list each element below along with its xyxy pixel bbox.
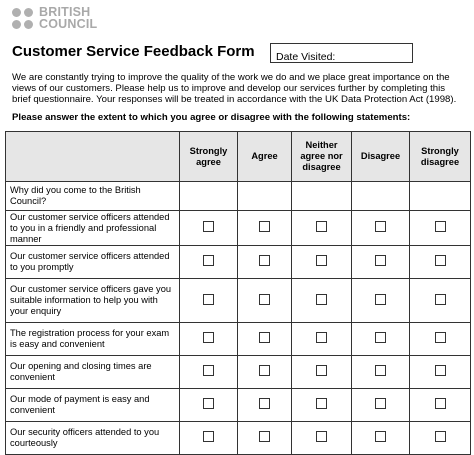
- checkbox-strongly-agree[interactable]: [203, 365, 214, 376]
- checkbox-disagree[interactable]: [375, 365, 386, 376]
- table-header-row: [6, 132, 471, 182]
- checkbox-cell-strongly-agree: [180, 211, 238, 246]
- checkbox-cell-strongly-disagree: [410, 389, 471, 422]
- statement-text: The registration process for your exam is easy and convenient: [6, 323, 180, 356]
- form-title: Customer Service Feedback Form: [12, 43, 255, 60]
- table-row: [6, 389, 471, 422]
- checkbox-cell-disagree: [352, 323, 410, 356]
- checkbox-cell-disagree: [352, 279, 410, 323]
- checkbox-strongly-agree[interactable]: [203, 398, 214, 409]
- checkbox-cell-strongly-disagree: [410, 323, 471, 356]
- checkbox-disagree[interactable]: [375, 332, 386, 343]
- checkbox-cell-strongly-agree: [180, 356, 238, 389]
- checkbox-cell-strongly-agree: [180, 323, 238, 356]
- checkbox-disagree[interactable]: [375, 398, 386, 409]
- table-row: [6, 279, 471, 323]
- checkbox-strongly-disagree[interactable]: [435, 365, 446, 376]
- checkbox-agree[interactable]: [259, 221, 270, 232]
- checkbox-neither[interactable]: [316, 221, 327, 232]
- checkbox-agree[interactable]: [259, 365, 270, 376]
- checkbox-cell-agree: [238, 279, 292, 323]
- statement-text: Our customer service officers attended to you promptly: [6, 246, 180, 279]
- checkbox-neither[interactable]: [316, 365, 327, 376]
- checkbox-disagree[interactable]: [375, 431, 386, 442]
- logo-line-2: COUNCIL: [39, 17, 98, 31]
- checkbox-cell-neither: [292, 211, 352, 246]
- checkbox-strongly-disagree[interactable]: [435, 255, 446, 266]
- checkbox-cell-disagree: [352, 246, 410, 279]
- checkbox-cell-strongly-disagree: [410, 356, 471, 389]
- table-row: [6, 246, 471, 279]
- checkbox-strongly-agree[interactable]: [203, 431, 214, 442]
- checkbox-disagree[interactable]: [375, 294, 386, 305]
- col-disagree: Disagree: [352, 132, 410, 182]
- checkbox-cell-strongly-disagree: [410, 211, 471, 246]
- checkbox-strongly-agree[interactable]: [203, 255, 214, 266]
- statement-text: Our mode of payment is easy and convenient: [6, 389, 180, 422]
- checkbox-cell-agree: [238, 323, 292, 356]
- statement-text: Our security officers attended to you courteously: [6, 422, 180, 455]
- checkbox-neither[interactable]: [316, 431, 327, 442]
- statement-text: Our customer service officers gave you suitable information to help you with your enquiry: [6, 279, 180, 323]
- checkbox-cell-disagree: [352, 211, 410, 246]
- date-visited-label: Date Visited:: [276, 51, 336, 63]
- checkbox-disagree[interactable]: [375, 255, 386, 266]
- checkbox-cell-neither: [292, 246, 352, 279]
- checkbox-cell-neither: [292, 323, 352, 356]
- checkbox-neither[interactable]: [316, 255, 327, 266]
- checkbox-strongly-disagree[interactable]: [435, 398, 446, 409]
- checkbox-cell-strongly-agree: [180, 279, 238, 323]
- checkbox-cell-strongly-agree: [180, 246, 238, 279]
- checkbox-cell-agree: [238, 246, 292, 279]
- checkbox-strongly-disagree[interactable]: [435, 294, 446, 305]
- british-council-logo: [12, 6, 97, 30]
- table-row: [6, 356, 471, 389]
- feedback-table: [5, 131, 471, 455]
- checkbox-cell-agree: [238, 211, 292, 246]
- statement-text: Our customer service officers attended to you in a friendly and professional manner: [6, 211, 180, 246]
- checkbox-agree[interactable]: [259, 398, 270, 409]
- header-blank-cell: [6, 132, 180, 182]
- checkbox-cell-strongly-agree: [180, 389, 238, 422]
- checkbox-neither[interactable]: [316, 294, 327, 305]
- checkbox-cell-neither: [292, 389, 352, 422]
- intro-paragraph: We are constantly trying to improve the quality of the work we do and we place great importance on the views of our customers. Please help us to improve and develop our services further by completing this brief questionnaire. Your responses will be treated in accordance with the UK Data Protection Act (1998).: [12, 72, 457, 106]
- logo-dots-icon: [12, 8, 33, 29]
- checkbox-cell-disagree: [352, 389, 410, 422]
- checkbox-cell-disagree: [352, 356, 410, 389]
- table-row: [6, 323, 471, 356]
- checkbox-strongly-disagree[interactable]: [435, 431, 446, 442]
- checkbox-agree[interactable]: [259, 431, 270, 442]
- checkbox-disagree[interactable]: [375, 221, 386, 232]
- logo-text: [39, 6, 97, 30]
- col-strongly-disagree: Strongly disagree: [410, 132, 471, 182]
- table-row: [6, 211, 471, 246]
- date-visited-field[interactable]: [270, 43, 413, 63]
- checkbox-strongly-agree[interactable]: [203, 294, 214, 305]
- col-neither: Neither agree nor disagree: [292, 132, 352, 182]
- checkbox-cell-strongly-disagree: [410, 279, 471, 323]
- checkbox-strongly-disagree[interactable]: [435, 221, 446, 232]
- checkbox-cell-agree: [238, 356, 292, 389]
- checkbox-agree[interactable]: [259, 255, 270, 266]
- table-row-why: [6, 182, 471, 211]
- checkbox-strongly-agree[interactable]: [203, 332, 214, 343]
- why-question: Why did you come to the British Council?: [6, 182, 180, 211]
- checkbox-strongly-agree[interactable]: [203, 221, 214, 232]
- checkbox-agree[interactable]: [259, 294, 270, 305]
- checkbox-neither[interactable]: [316, 332, 327, 343]
- checkbox-cell-neither: [292, 279, 352, 323]
- checkbox-cell-agree: [238, 389, 292, 422]
- col-agree: Agree: [238, 132, 292, 182]
- instruction-text: Please answer the extent to which you agree or disagree with the following statements:: [12, 112, 411, 123]
- checkbox-strongly-disagree[interactable]: [435, 332, 446, 343]
- logo-line-1: BRITISH: [39, 5, 91, 19]
- statement-text: Our opening and closing times are convenient: [6, 356, 180, 389]
- checkbox-cell-strongly-disagree: [410, 246, 471, 279]
- checkbox-agree[interactable]: [259, 332, 270, 343]
- checkbox-cell-neither: [292, 356, 352, 389]
- checkbox-neither[interactable]: [316, 398, 327, 409]
- col-strongly-agree: Strongly agree: [180, 132, 238, 182]
